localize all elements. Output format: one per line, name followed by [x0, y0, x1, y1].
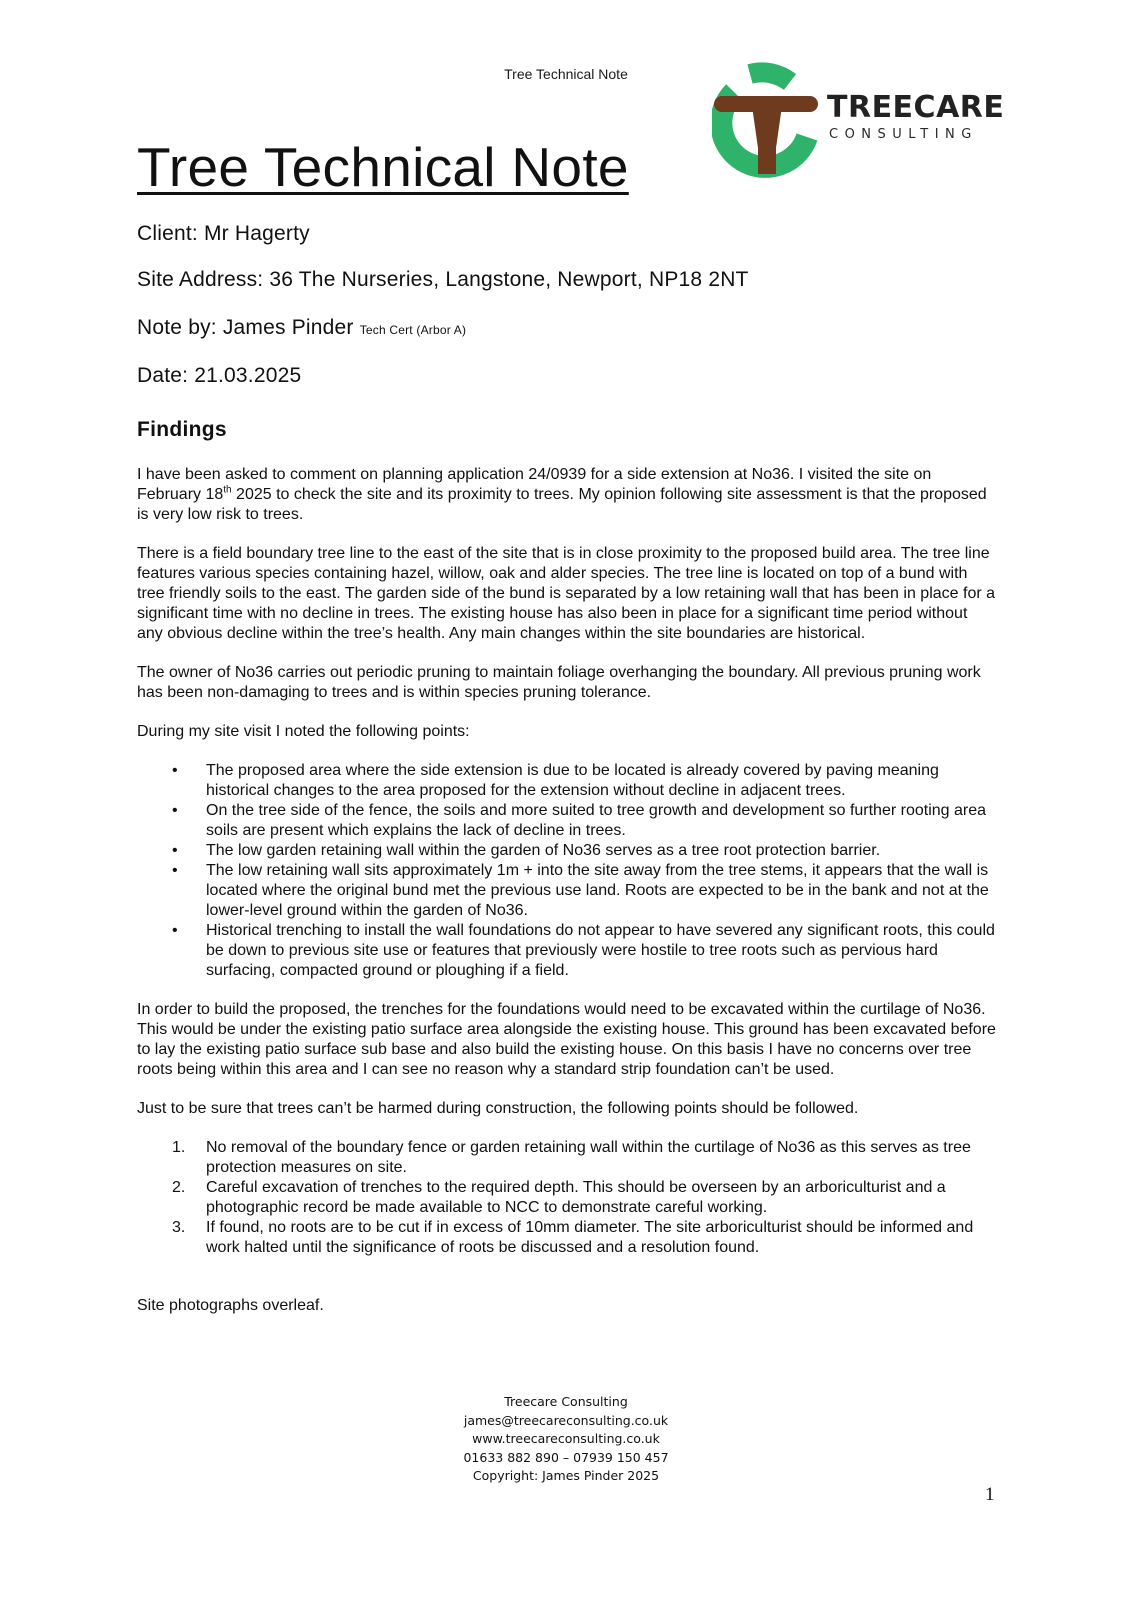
list-item: 1. No removal of the boundary fence or garden retaining wall within the curtilage of No36 as this serves as tree protection measures on site. [172, 1139, 971, 1176]
date-line: Date: 21.03.2025 [137, 364, 302, 387]
list-item: • The low garden retaining wall within the garden of No36 serves as a tree root protection barrier. [137, 841, 997, 861]
findings-paragraph-2: There is a field boundary tree line to the east of the site that is in close proximity to the proposed build area. The tree line features various species containing hazel, willow, oak and alder species. The tree line is located on top of a bund with tree friendly soils to the east. The garden side of the bund is separated by a low retaining wall that has been in place for a significant time with no decline in trees. The existing house has also been in place for a significant time period without any obvious decline within the tree’s health. Any main changes within the site boundaries are historical. [137, 545, 996, 642]
site-address-line: Site Address: 36 The Nurseries, Langstone, Newport, NP18 2NT [137, 268, 749, 291]
note-by-credential: Tech Cert (Arbor A) [359, 323, 467, 337]
footer-copyright: Copyright: James Pinder 2025 [472, 1468, 660, 1483]
list-item: • The low retaining wall sits approximately 1m + into the site away from the tree stems, it appears that the wall is located where the original bund met the previous use land. Roots are expected to be in the bank and not at the lower-level ground within the garden of No36. [137, 861, 997, 921]
list-number: 2. [172, 1179, 186, 1196]
tree-logo-icon [712, 62, 822, 180]
closing-line: Site photographs overleaf. [137, 1297, 324, 1314]
footer-email: james@treecareconsulting.co.uk [463, 1412, 669, 1428]
findings-heading: Findings [137, 418, 227, 441]
list-number: 3. [172, 1219, 186, 1236]
document-title: Tree Technical Note [137, 136, 629, 198]
page-number: 1 [985, 1484, 995, 1505]
list-item: 3. If found, no roots are to be cut if in excess of 10mm diameter. The site arboriculturist should be informed and work halted until the significance of roots be discussed and a resolution found. [172, 1219, 974, 1256]
list-number: 1. [172, 1139, 186, 1156]
logo-wordmark: TREECARE [827, 90, 1005, 125]
list-item: 2. Careful excavation of trenches to the required depth. This should be overseen by an arboriculturist and a photographic record be made available to NCC to demonstrate careful working. [172, 1179, 946, 1216]
list-item: • Historical trenching to install the wall foundations do not appear to have severed any significant roots, this could be down to previous site use or features that previously were hostile to tree roots such as pervious hard surfacing, compacted ground or ploughing if a field. [137, 921, 997, 981]
footer-company: Treecare Consulting [504, 1394, 628, 1409]
footer-phones: 01633 882 890 – 07939 150 457 [463, 1449, 669, 1465]
site-visit-points-list [137, 761, 997, 981]
findings-paragraph-6: Just to be sure that trees can’t be harmed during construction, the following points should be followed. [137, 1100, 859, 1117]
note-by-line [137, 316, 466, 340]
treecare-logo [712, 62, 1005, 180]
footer-website: www.treecareconsulting.co.uk [472, 1431, 660, 1446]
findings-paragraph-4: During my site visit I noted the following points: [137, 723, 470, 740]
findings-paragraph-3: The owner of No36 carries out periodic pruning to maintain foliage overhanging the boundary. All previous pruning work has been non-damaging to trees and is within species pruning tolerance. [137, 664, 981, 701]
note-by-name: Note by: James Pinder [137, 316, 354, 339]
protection-measures-list [137, 1138, 997, 1258]
findings-paragraph-1: I have been asked to comment on planning application 24/0939 for a side extension at No36. I visited the site on February 18th 2025 to check the site and its proximity to trees. My opinion following site assessment is that the proposed is very low risk to trees. [137, 466, 987, 523]
list-item: • The proposed area where the side extension is due to be located is already covered by paving meaning historical changes to the area proposed for the extension without decline in adjacent trees. [137, 761, 997, 801]
list-item: • On the tree side of the fence, the soils and more suited to tree growth and development so further rooting area soils are present which explains the lack of decline in trees. [137, 801, 997, 841]
findings-body [137, 465, 997, 1335]
logo-tagline: CONSULTING [829, 127, 978, 142]
ordinal-superscript: th [223, 484, 232, 496]
running-header: Tree Technical Note [504, 66, 628, 82]
page-footer [0, 1393, 1132, 1486]
findings-paragraph-5: In order to build the proposed, the trenches for the foundations would need to be excavated within the curtilage of No36. This would be under the existing patio surface area alongside the existing house. This ground has been excavated before to lay the existing patio surface sub base and also build the existing house. On this basis I have no concerns over tree roots being within this area and I can see no reason why a standard strip foundation can’t be used. [137, 1001, 996, 1078]
client-line: Client: Mr Hagerty [137, 222, 310, 245]
